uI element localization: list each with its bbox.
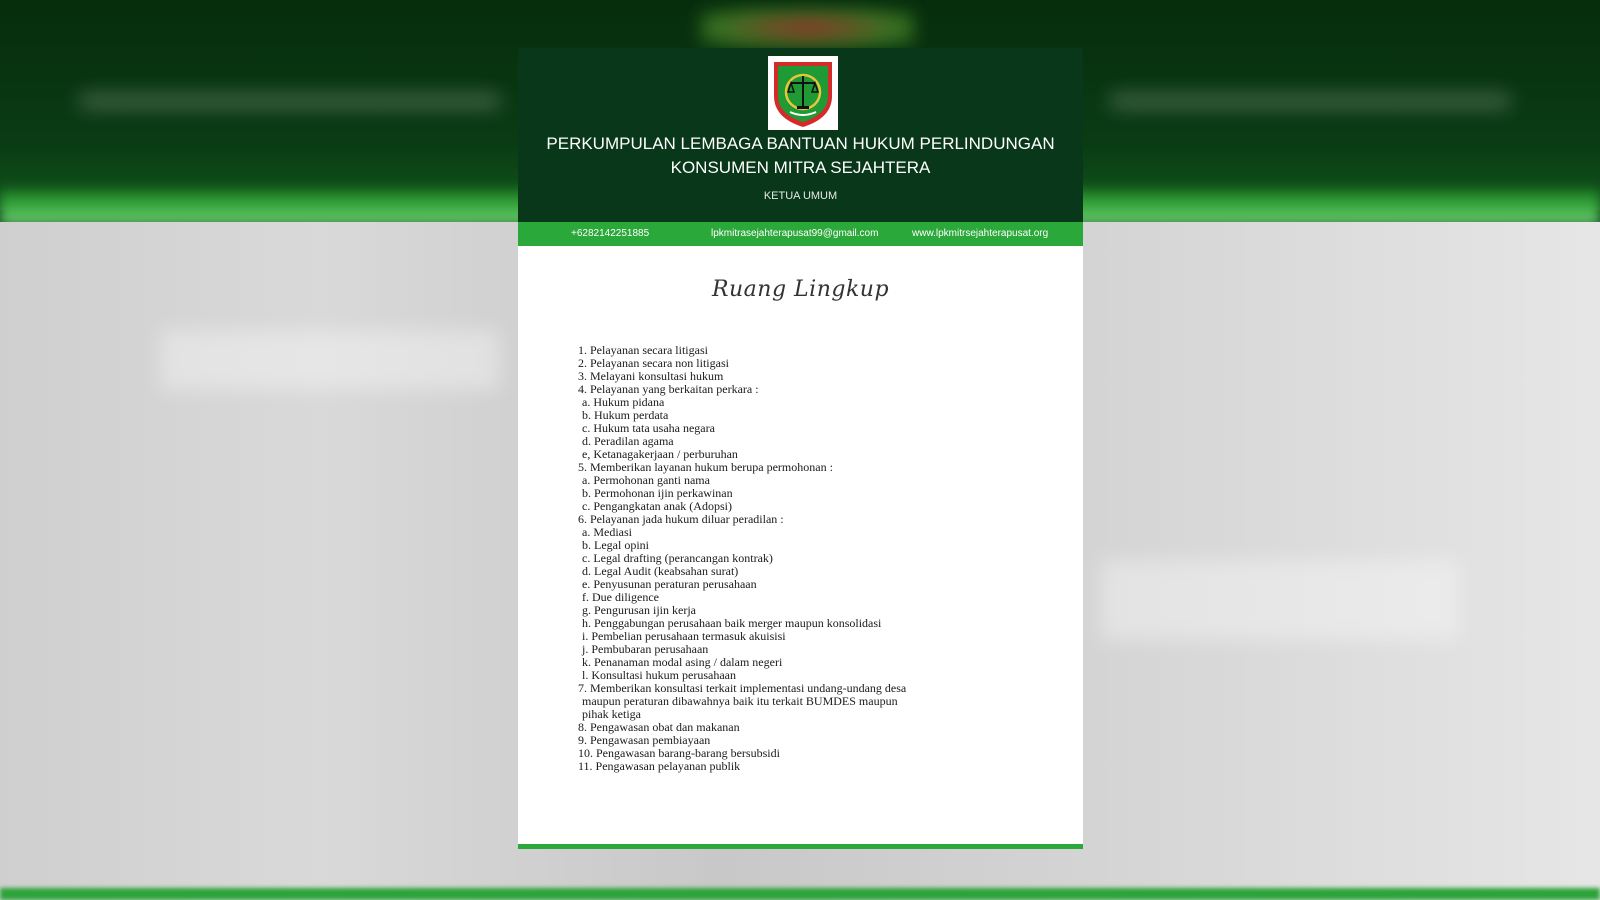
organization-name xyxy=(528,132,1073,180)
list-item: b. Hukum perdata xyxy=(582,408,669,422)
list-item: h. Penggabungan perusahaan baik merger maupun konsolidasi xyxy=(582,616,882,630)
list-item: c. Legal drafting (perancangan kontrak) xyxy=(582,551,773,565)
list-item: pihak ketiga xyxy=(582,707,641,721)
list-item: e, Ketanagakerjaan / perburuhan xyxy=(582,447,738,461)
background-smear xyxy=(80,96,500,106)
list-item: 9. Pengawasan pembiayaan xyxy=(578,733,711,747)
list-item: b. Legal opini xyxy=(582,538,649,552)
organization-name-line1: PERKUMPULAN LEMBAGA BANTUAN HUKUM PERLINDUNGAN xyxy=(546,134,1055,153)
scales-of-justice-emblem-icon xyxy=(768,56,838,130)
page-title: Ruang Lingkup xyxy=(711,277,890,302)
list-item: i. Pembelian perusahaan termasuk akuisisi xyxy=(582,629,786,643)
contact-bar xyxy=(518,222,1083,246)
list-item: k. Penanaman modal asing / dalam negeri xyxy=(582,655,783,669)
role-label: KETUA UMUM xyxy=(763,190,838,202)
list-item: 5. Memberikan layanan hukum berupa permohonan : xyxy=(578,460,833,474)
background-logo-glow xyxy=(700,8,915,48)
list-item: 10. Pengawasan barang-barang bersubsidi xyxy=(578,746,780,760)
footer-divider xyxy=(518,844,1083,849)
document-page xyxy=(518,48,1083,849)
scope-list xyxy=(578,344,998,773)
list-item: b. Permohonan ijin perkawinan xyxy=(582,486,733,500)
list-item: e. Penyusunan peraturan perusahaan xyxy=(582,577,757,591)
background-smear xyxy=(1110,96,1510,106)
list-item: 6. Pelayanan jada hukum diluar peradilan : xyxy=(578,512,784,526)
list-item: a. Mediasi xyxy=(582,525,632,539)
background-bottom-line xyxy=(0,888,1600,900)
list-item: 8. Pengawasan obat dan makanan xyxy=(578,720,740,734)
list-item: l. Konsultasi hukum perusahaan xyxy=(582,668,736,682)
list-item: d. Legal Audit (keabsahan surat) xyxy=(582,564,739,578)
list-item: a. Hukum pidana xyxy=(582,395,665,409)
background-smear xyxy=(1100,560,1460,640)
list-item: d. Peradilan agama xyxy=(582,434,674,448)
list-item: a. Permohonan ganti nama xyxy=(582,473,710,487)
background-smear xyxy=(160,330,500,390)
contact-phone: +6282142251885 xyxy=(571,228,650,239)
list-item: 7. Memberikan konsultasi terkait implementasi undang-undang desa xyxy=(578,681,907,695)
contact-email: lpkmitrasejahterapusat99@gmail.com xyxy=(711,228,879,239)
document-header xyxy=(518,48,1083,222)
list-item: f. Due diligence xyxy=(582,590,659,604)
contact-website: www.lpkmitrsejahterapusat.org xyxy=(912,228,1049,239)
list-item: 2. Pelayanan secara non litigasi xyxy=(578,356,729,370)
list-item: g. Pengurusan ijin kerja xyxy=(582,603,696,617)
list-item: c. Hukum tata usaha negara xyxy=(582,421,715,435)
list-item: 1. Pelayanan secara litigasi xyxy=(578,343,708,357)
list-item: j. Pembubaran perusahaan xyxy=(582,642,709,656)
list-item: 4. Pelayanan yang berkaitan perkara : xyxy=(578,382,759,396)
list-item: 11. Pengawasan pelayanan publik xyxy=(578,759,741,773)
organization-name-line2: KONSUMEN MITRA SEJAHTERA xyxy=(670,158,931,177)
list-item: c. Pengangkatan anak (Adopsi) xyxy=(582,499,732,513)
list-item: 3. Melayani konsultasi hukum xyxy=(578,369,724,383)
list-item: maupun peraturan dibawahnya baik itu terkait BUMDES maupun xyxy=(582,694,898,708)
